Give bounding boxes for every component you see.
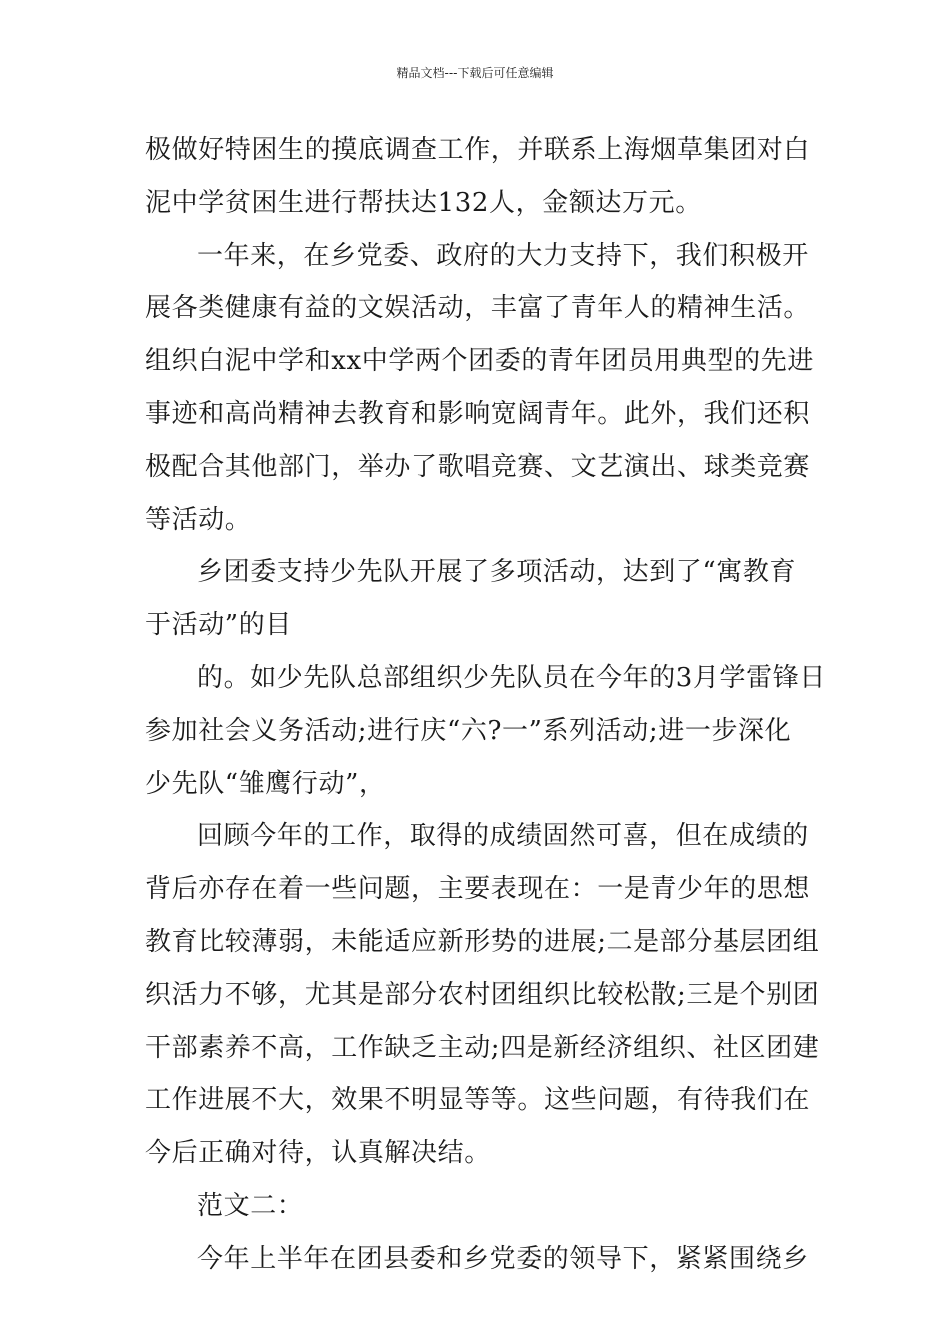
text-line: 教育比较薄弱，未能适应新形势的进展;二是部分基层团组	[145, 926, 820, 957]
section-heading: 范文二：	[197, 1190, 304, 1221]
text-line: 事迹和高尚精神去教育和影响宽阔青年。此外，我们还积	[145, 398, 811, 429]
text-line: 今后正确对待，认真解决结。	[145, 1138, 491, 1169]
text-line: 泥中学贫困生进行帮扶达132人，金额达万元。	[145, 187, 702, 218]
text-line: 织活力不够，尤其是部分农村团组织比较松散;三是个别团	[145, 979, 820, 1010]
page-header: 精品文档---下载后可任意编辑	[396, 66, 554, 80]
text-line: 展各类健康有益的文娱活动，丰富了青年人的精神生活。	[145, 293, 811, 324]
text-line: 等活动。	[145, 504, 252, 535]
document-body	[145, 124, 826, 1286]
paragraph-start: 今年上半年在团县委和乡党委的领导下，紧紧围绕乡	[197, 1243, 809, 1274]
paragraph-start: 的。如少先队总部组织少先队员在今年的3月学雷锋日	[197, 662, 826, 693]
paragraph-start: 一年来，在乡党委、政府的大力支持下，我们积极开	[197, 240, 809, 271]
text-line: 参加社会义务活动;进行庆“六?一”系列活动;进一步深化	[145, 715, 792, 746]
text-line: 工作进展不大，效果不明显等等。这些问题，有待我们在	[145, 1085, 811, 1116]
text-line: 组织白泥中学和xx中学两个团委的青年团员用典型的先进	[145, 346, 814, 377]
text-line: 于活动”的目	[145, 610, 292, 641]
paragraph-start: 乡团委支持少先队开展了多项活动，达到了“寓教育	[197, 557, 797, 588]
text-line: 干部素养不高，工作缺乏主动;四是新经济组织、社区团建	[145, 1032, 820, 1063]
text-line: 少先队“雏鹰行动”，	[145, 768, 386, 799]
paragraph-start: 回顾今年的工作，取得的成绩固然可喜，但在成绩的	[197, 821, 809, 852]
text-line: 极配合其他部门，举办了歌唱竞赛、文艺演出、球类竞赛	[145, 451, 811, 482]
text-line: 极做好特困生的摸底调查工作，并联系上海烟草集团对白	[145, 135, 811, 165]
text-line: 背后亦存在着一些问题，主要表现在：一是青少年的思想	[145, 874, 811, 905]
